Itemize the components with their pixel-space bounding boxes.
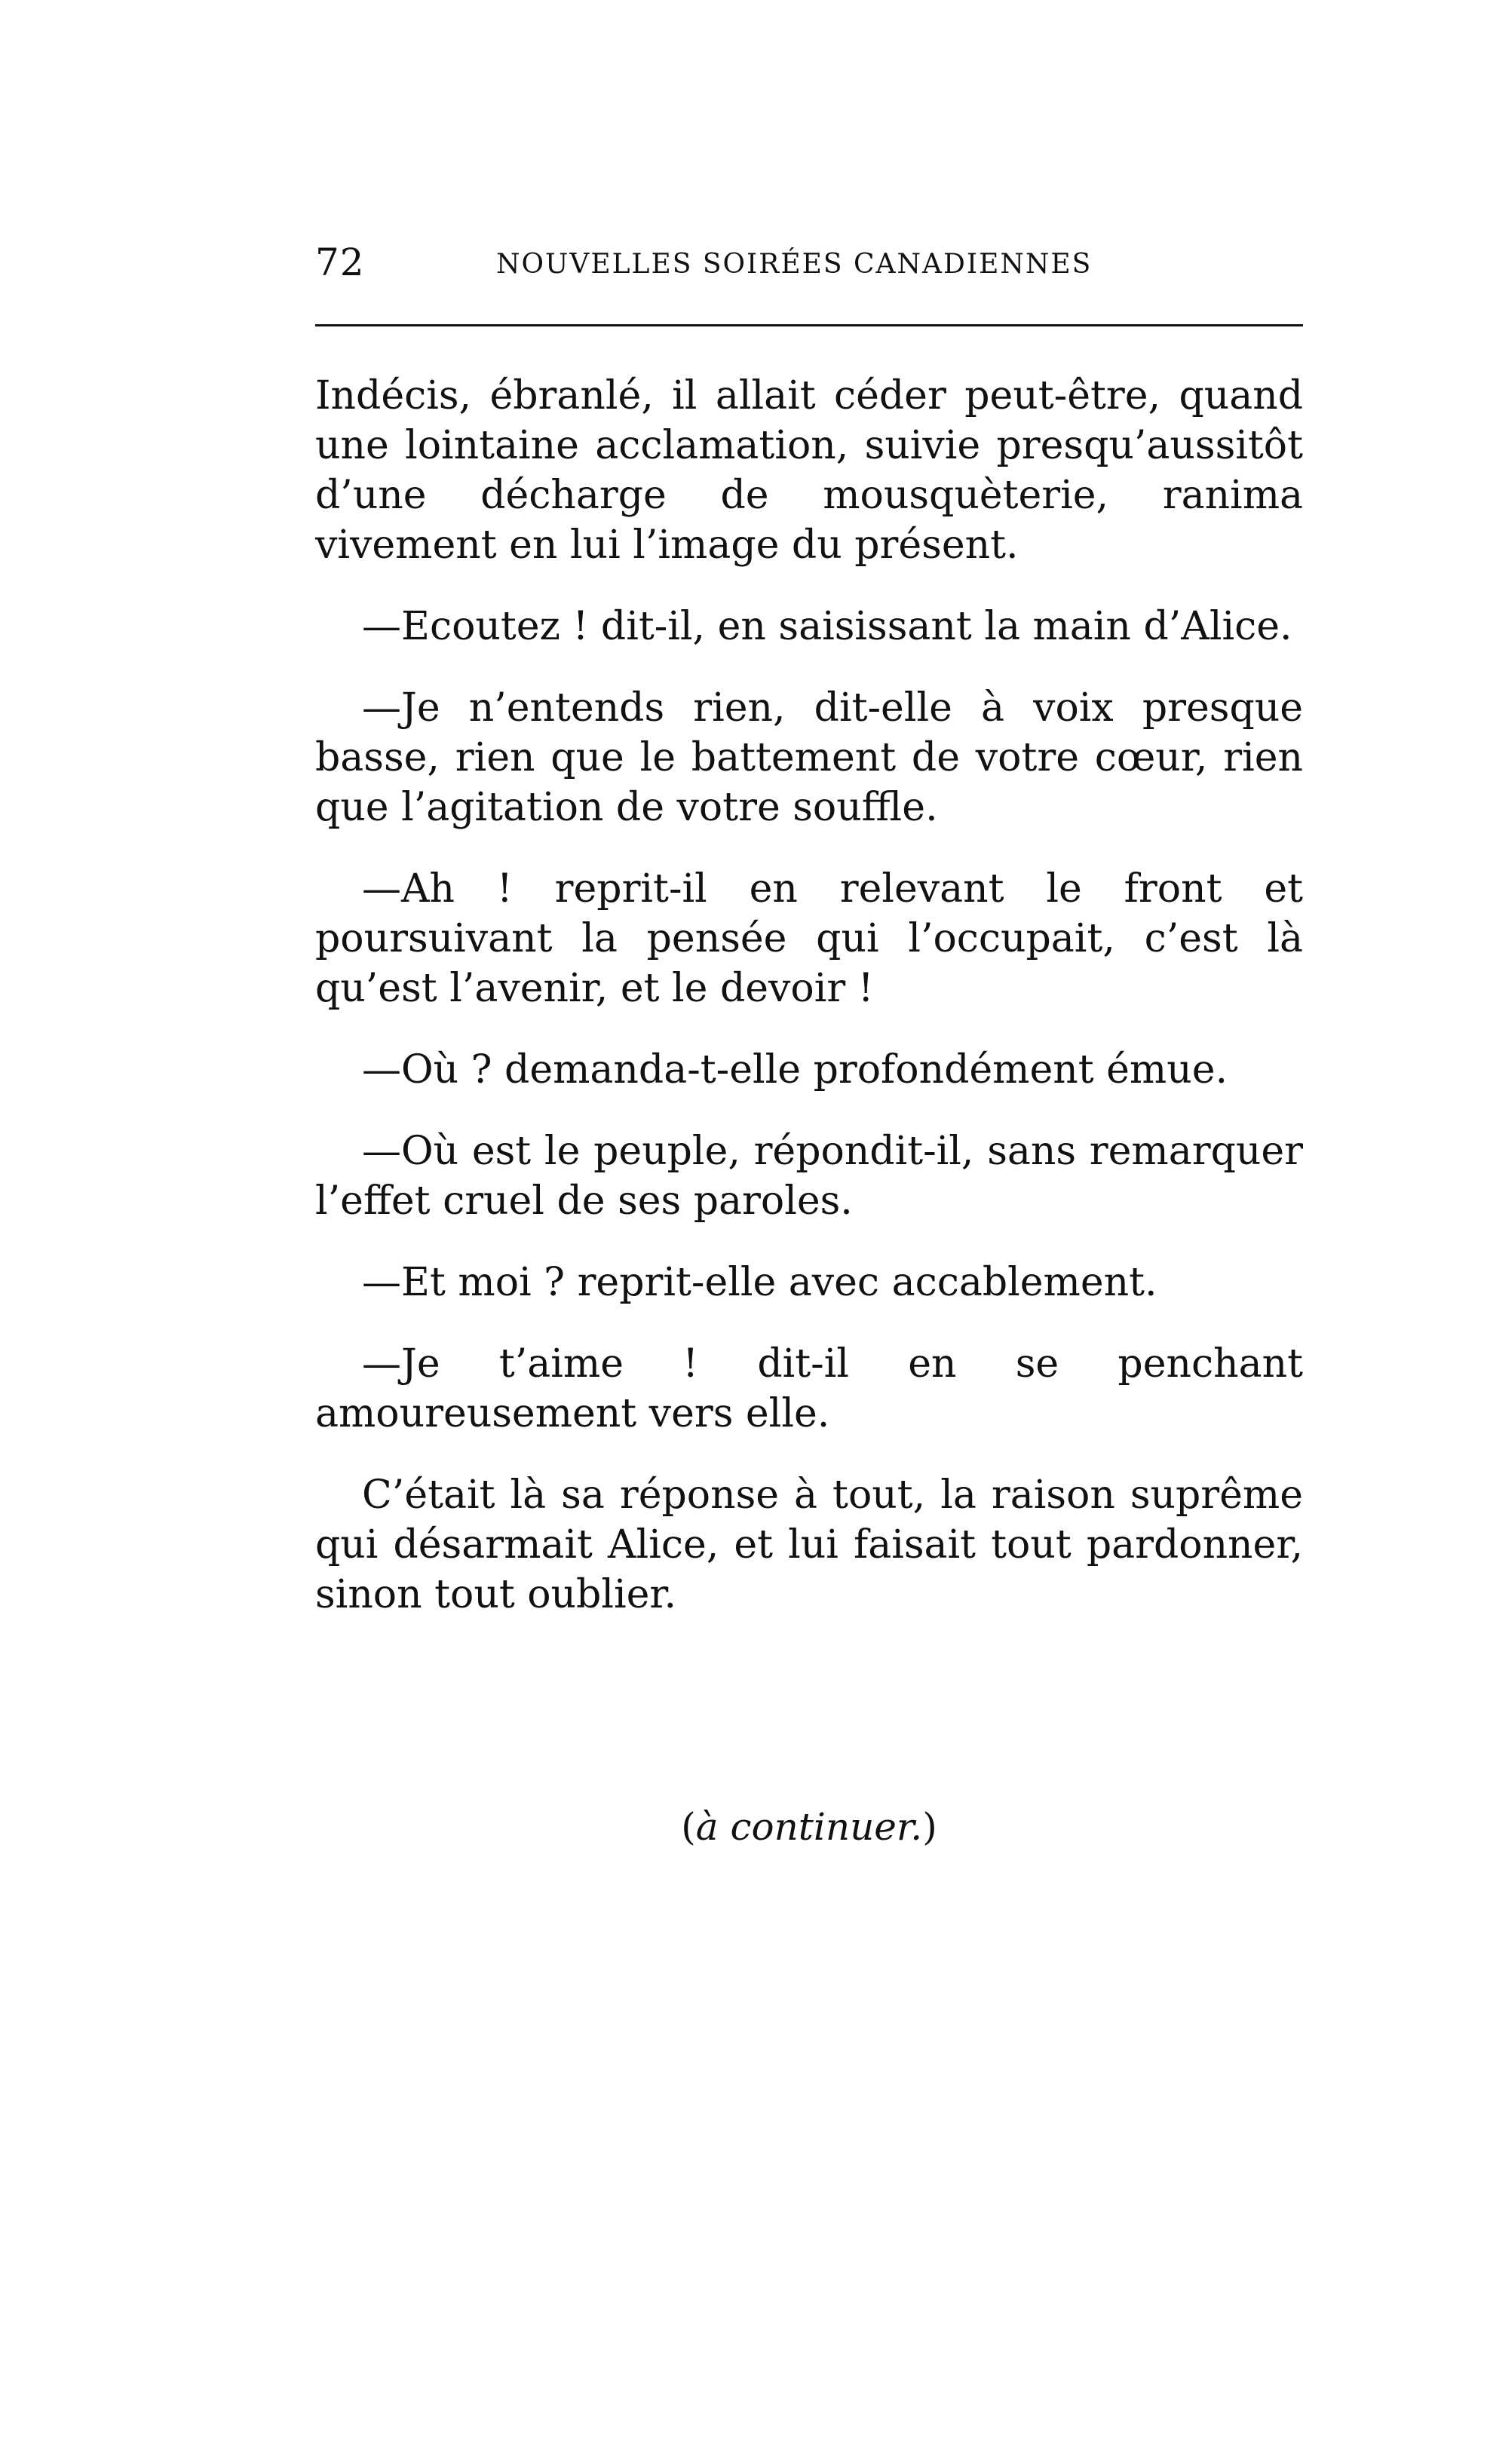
- paragraph-5: —Où ? demanda-t-elle profondément émue.: [362, 1047, 1228, 1093]
- paragraph-2: —Ecoutez ! dit-il, en saisissant la main d’Alice.: [362, 604, 1292, 649]
- continuation-open-paren: (: [681, 1805, 696, 1849]
- paragraph-9: C’était là sa réponse à tout, la raison suprême qui désarmait Alice, et lui faisait tout pardonner, sinon tout oublier.: [315, 1473, 1303, 1617]
- header-rule: [315, 324, 1303, 326]
- paragraph-6: —Où est le peuple, répondit-il, sans remarquer l’effet cruel de ses paroles.: [315, 1129, 1303, 1224]
- paragraph-8: —Je t’aime ! dit-il en se penchant amoureusement vers elle.: [315, 1341, 1303, 1436]
- running-title: NOUVELLES SOIRÉES CANADIENNES: [496, 249, 1093, 280]
- page-number: 72: [315, 241, 365, 284]
- paragraph-4: —Ah ! reprit-il en relevant le front et poursuivant la pensée qui l’occupait, c’est là qu’est l’avenir, et le devoir !: [315, 866, 1303, 1011]
- paragraph-1: Indécis, ébranlé, il allait céder peut-être, quand une lointaine acclamation, suivie presqu’aussitôt d’une décharge de mousquèterie, ranima vivement en lui l’image du présent.: [315, 373, 1303, 568]
- continuation-text: à continuer.: [695, 1805, 923, 1849]
- paragraph-3: —Je n’entends rien, dit-elle à voix presque basse, rien que le battement de votre cœur, rien que l’agitation de votre souffle.: [315, 685, 1303, 830]
- paragraph-7: —Et moi ? reprit-elle avec accablement.: [362, 1260, 1157, 1305]
- continuation-note: [315, 1802, 1303, 1852]
- page-header: [315, 240, 1303, 285]
- continuation-close-paren: ): [922, 1805, 937, 1849]
- body-text: [315, 371, 1303, 1651]
